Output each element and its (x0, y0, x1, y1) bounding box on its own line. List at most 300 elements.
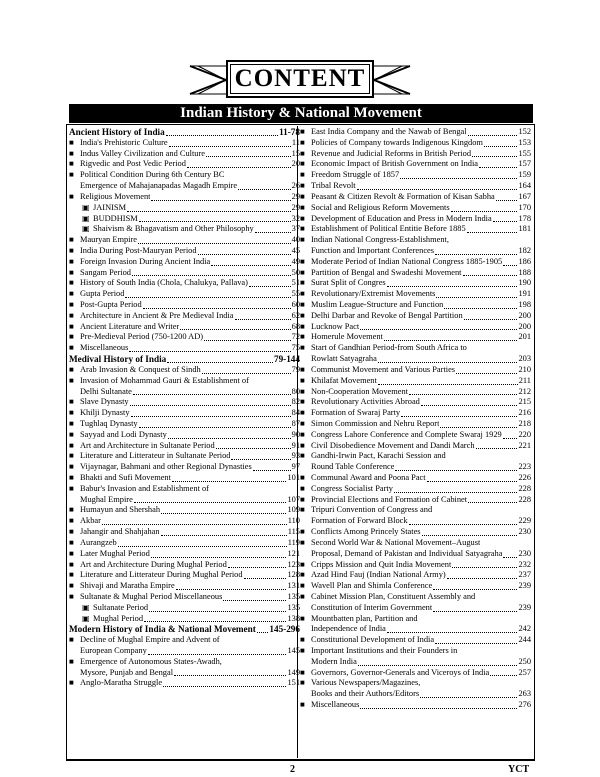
bullet-square-icon: ■ (69, 570, 74, 580)
toc-page-number: 11 (291, 137, 300, 147)
toc-entry (300, 332, 531, 343)
dot-leader (503, 265, 517, 266)
bullet-square-icon: ■ (300, 148, 305, 158)
toc-page-number: 107 (287, 494, 300, 504)
toc-entry-title: Sangam Period (80, 267, 131, 277)
toc-page-number: 40 (291, 235, 300, 245)
bullet-square-icon: ■ (300, 700, 305, 710)
toc-entry-title: Proposal, Demand of Pakistan and Individual Satyagraha (311, 548, 503, 558)
toc-page-number: 239 (518, 581, 531, 591)
toc-page-number: 218 (518, 418, 531, 428)
toc-entry (69, 451, 300, 462)
toc-entry (69, 376, 300, 387)
toc-page-number: 15 (291, 148, 300, 158)
toc-entry-title: Function and Important Conferences (311, 245, 435, 255)
toc-entry-title: Delhi Darbar and Revoke of Bengal Partition (311, 310, 463, 320)
toc-page-number: 250 (518, 656, 531, 666)
toc-entry (69, 397, 300, 408)
dot-leader (253, 470, 291, 471)
bullet-square-icon: ■ (300, 364, 305, 374)
toc-entry (300, 354, 531, 365)
bullet-square-icon: ■ (69, 678, 74, 688)
dot-leader (409, 524, 518, 525)
bullet-square-icon: ■ (69, 289, 74, 299)
toc-entry (69, 678, 300, 689)
toc-entry (69, 495, 300, 506)
toc-entry-title: Akbar (80, 516, 101, 526)
toc-section-heading (69, 354, 300, 365)
toc-entry-title: Shaivism & Bhagavatism and Other Philosophy (93, 224, 254, 234)
dot-leader (395, 470, 517, 471)
toc-entry-title: Communal Award and Poona Pact (311, 473, 426, 482)
bullet-square-icon: ■ (69, 473, 74, 482)
toc-entry (300, 322, 531, 333)
dot-leader (467, 232, 518, 233)
toc-entry-title: Delhi Sultanate (80, 386, 132, 396)
dot-leader (444, 308, 517, 309)
dot-leader (134, 502, 287, 503)
toc-entry (69, 300, 300, 311)
toc-entry-title: Aurangzeb (80, 537, 117, 547)
toc-page-number: 155 (518, 148, 531, 158)
page-title: CONTENT (226, 60, 374, 98)
bullet-square-icon: ■ (69, 440, 74, 450)
toc-page-number: 90 (291, 429, 300, 439)
toc-entry-title: Art and Architecture During Mughal Period (80, 559, 227, 569)
toc-page-number: 167 (518, 191, 531, 201)
toc-entry (69, 527, 300, 538)
bullet-square-icon: ■ (300, 386, 305, 396)
dot-leader (249, 286, 291, 287)
dot-leader (409, 394, 517, 395)
toc-entry (69, 203, 300, 214)
toc-entry-title: Revolutionary/Extremist Movements (311, 289, 436, 299)
toc-entry-title: Art and Architecture in Sultanate Period (80, 440, 215, 450)
toc-entry-title: Pre-Medieval Period (750-1200 AD) (80, 332, 204, 342)
bullet-square-icon: ■ (69, 235, 74, 245)
bullet-square-icon: ■ (69, 451, 74, 461)
dot-leader (427, 481, 518, 482)
toc-page-number: 62 (291, 310, 300, 320)
toc-entry-title: Start of Gandhian Period-from South Africa to (311, 343, 467, 353)
dot-leader (384, 340, 518, 341)
toc-page-number: 186 (518, 256, 531, 266)
toc-entry (300, 192, 531, 203)
dot-leader (130, 405, 291, 406)
toc-entry-title: Cripps Mission and Quit India Movement (311, 559, 452, 569)
toc-entry-title: Constitution of Interim Government (311, 602, 433, 612)
toc-entry-title: Ancient History of India (69, 127, 165, 137)
toc-entry (69, 311, 300, 322)
toc-entry-title: Revolutionary Activities Abroad (311, 397, 420, 407)
toc-entry (69, 549, 300, 560)
toc-page-number: 60 (291, 300, 300, 309)
dot-leader (421, 405, 518, 406)
toc-page-number: 91 (291, 440, 300, 450)
toc-entry-title: JAINISM (93, 202, 127, 212)
bullet-square-icon: ■ (69, 267, 74, 277)
bullet-square-icon: ■ (69, 300, 74, 309)
toc-entry-title: Emergence of Autonomous States-Awadh, (80, 656, 222, 666)
toc-entry-title: Social and Religious Reform Movements (311, 202, 450, 212)
toc-entry-title: Foreign Invasion During Ancient India (80, 256, 211, 266)
toc-entry-title: Slave Dynasty (80, 397, 129, 407)
toc-entry (69, 484, 300, 495)
dot-leader (503, 438, 518, 439)
toc-entry (300, 451, 531, 462)
toc-page-number: 178 (518, 213, 531, 223)
toc-entry (300, 538, 531, 549)
toc-entry-title: Modern History of India & National Movement (69, 624, 256, 635)
toc-page-number: 119 (287, 537, 300, 547)
toc-page-number: 82 (291, 397, 300, 407)
bullet-square-icon: ■ (69, 418, 74, 428)
dot-leader (148, 654, 287, 655)
bullet-square-icon: ■ (69, 375, 74, 385)
toc-page-number: 123 (287, 559, 300, 569)
dot-leader (468, 502, 517, 503)
bullet-square-icon: ■ (300, 213, 305, 223)
toc-entry (300, 419, 531, 430)
toc-entry-title: Second World War & National Movement–August (311, 537, 481, 547)
toc-entry-title: Formation of Forward Block (311, 516, 408, 526)
toc-entry-title: Religious Movement (80, 191, 151, 201)
dot-leader (452, 567, 517, 568)
toc-page-number: 200 (518, 321, 531, 331)
toc-entry (69, 614, 300, 625)
bullet-square-icon: ■ (69, 429, 74, 439)
toc-page-number: 131 (287, 581, 300, 591)
toc-entry (69, 159, 300, 170)
toc-entry (300, 581, 531, 592)
toc-page-number: 29 (291, 202, 300, 212)
bullet-square-icon: ■ (69, 516, 74, 526)
bullet-square-icon: ■ (300, 181, 305, 191)
toc-entry-title: Babur's Invasion and Establishment of (80, 483, 209, 493)
toc-entry-title: Decline of Mughal Empire and Advent of (80, 635, 220, 645)
toc-page-number: 257 (518, 667, 531, 677)
toc-page-number: 229 (518, 516, 531, 526)
bullet-square-icon: ■ (300, 375, 305, 385)
toc-entry-title: Partition of Bengal and Swadeshi Movement (311, 267, 462, 277)
toc-entry-title: Khilafat Movement (311, 375, 377, 385)
toc-entry-title: Homerule Movement (311, 332, 383, 342)
dot-leader (231, 459, 290, 460)
toc-page-number: 232 (518, 559, 531, 569)
toc-entry-title: Non-Cooperation Movement (311, 386, 408, 396)
toc-page-number: 110 (287, 516, 300, 526)
toc-page-number: 215 (518, 397, 531, 407)
toc-entry (69, 419, 300, 430)
toc-entry (300, 657, 531, 668)
toc-entry-title: Cabinet Mission Plan, Constituent Assembly and (311, 591, 476, 601)
toc-entry-title: Simon Commission and Nehru Report (311, 418, 440, 428)
bullet-square-icon: ■ (69, 256, 74, 266)
dot-leader (174, 675, 286, 676)
toc-entry (300, 473, 531, 484)
toc-page-number: 230 (518, 527, 531, 537)
dot-leader (131, 416, 291, 417)
toc-entry-title: Communist Movement and Various Parties (311, 364, 456, 374)
dot-leader (138, 243, 291, 244)
bullet-square-icon: ■ (300, 224, 305, 234)
dot-leader (211, 265, 290, 266)
toc-entry (69, 646, 300, 657)
toc-entry (69, 138, 300, 149)
dot-leader (435, 643, 517, 644)
toc-entry-title: Civil Disobedience Movement and Dandi March (311, 440, 475, 450)
toc-page-number: 68 (291, 321, 300, 331)
dot-leader (161, 513, 286, 514)
toc-page-number: 145-296 (269, 624, 300, 635)
dot-leader (169, 146, 291, 147)
toc-entry (69, 668, 300, 679)
toc-entry (69, 592, 300, 603)
toc-entry-title: Vijaynagar, Bahmani and other Regional Dynasties (80, 462, 252, 472)
dot-leader (433, 589, 517, 590)
bullet-square-icon: ■ (69, 278, 74, 288)
dot-leader (451, 211, 518, 212)
bullet-square-icon: ■ (69, 483, 74, 493)
bullet-hollow-square-icon: ▣ (82, 613, 90, 623)
toc-page-number: 230 (518, 548, 531, 558)
toc-page-number: 97 (291, 462, 300, 472)
bullet-square-icon: ■ (300, 473, 305, 482)
toc-entry-title: Political Condition During 6th Century BC (80, 170, 225, 180)
toc-entry-title: Wavell Plan and Shimla Conference (311, 581, 433, 591)
toc-entry-title: Development of Education and Press in Modern India (311, 213, 492, 223)
toc-page-number: 198 (518, 300, 531, 309)
bullet-square-icon: ■ (69, 656, 74, 666)
toc-page-number: 244 (518, 635, 531, 645)
toc-entry-title: Provincial Elections and Formation of Cabinet (311, 494, 468, 504)
toc-page-number: 11-78 (279, 127, 300, 137)
toc-entry-title: Rowlatt Satyagraha (311, 354, 377, 364)
bullet-square-icon: ■ (69, 527, 74, 537)
toc-entry (300, 149, 531, 160)
toc-page-number: 239 (518, 602, 531, 612)
toc-page-number: 115 (287, 527, 300, 537)
toc-page-number: 37 (291, 224, 300, 234)
toc-entry-title: Jahangir and Shahjahan (80, 527, 160, 537)
bullet-square-icon: ■ (300, 429, 305, 439)
toc-page-number: 216 (518, 408, 531, 418)
dot-leader (490, 675, 517, 676)
toc-entry (300, 224, 531, 235)
bullet-square-icon: ■ (69, 548, 74, 558)
bullet-square-icon: ■ (300, 494, 305, 504)
toc-entry (300, 203, 531, 214)
toc-page-number: 276 (518, 700, 531, 710)
bullet-square-icon: ■ (300, 300, 305, 309)
toc-entry-title: Arab Invasion & Conquest of Sindh (80, 364, 201, 374)
dot-leader (133, 394, 291, 395)
dot-leader (223, 600, 286, 601)
bullet-square-icon: ■ (300, 613, 305, 623)
toc-entry-title: Mauryan Empire (80, 235, 137, 245)
toc-entry (69, 332, 300, 343)
toc-page-number: 164 (518, 181, 531, 191)
toc-page-number: 49 (291, 256, 300, 266)
dot-leader (257, 632, 269, 633)
bullet-square-icon: ■ (300, 646, 305, 655)
toc-entry (69, 657, 300, 668)
dot-leader (503, 557, 517, 558)
toc-entry (300, 278, 531, 289)
toc-entry (300, 700, 531, 711)
toc-page-number: 101 (287, 473, 300, 482)
bullet-square-icon: ■ (300, 191, 305, 201)
toc-entry (300, 430, 531, 441)
toc-entry (69, 635, 300, 646)
toc-entry-title: Economic Impact of British Government on India (311, 159, 478, 169)
toc-page-number: 45 (291, 245, 300, 255)
toc-page-number: 200 (518, 310, 531, 320)
toc-entry (300, 214, 531, 225)
toc-entry (300, 365, 531, 376)
dot-leader (472, 156, 517, 157)
toc-page-number: 135 (287, 602, 300, 612)
toc-entry (69, 570, 300, 581)
toc-entry (300, 127, 531, 138)
toc-entry-title: Establishment of Political Entitie Before 1885 (311, 224, 466, 234)
bullet-hollow-square-icon: ▣ (82, 602, 90, 612)
bullet-square-icon: ■ (300, 527, 305, 537)
dot-leader (360, 329, 517, 330)
toc-entry-title: Mountbatten plan, Partition and (311, 613, 418, 623)
toc-entry-title: Sultanate Period (93, 602, 149, 612)
toc-entry-title: Emergence of Mahajanapadas Magadh Empire (80, 181, 238, 191)
toc-entry-title: Literature and Litterateur in Sultanate Period (80, 451, 231, 461)
dot-leader (151, 200, 290, 201)
dot-leader (468, 135, 518, 136)
toc-entry (69, 365, 300, 376)
toc-entry-title: Governors, Governor-Generals and Viceroys of India (311, 667, 490, 677)
toc-entry-title: European Company (80, 646, 147, 655)
toc-entry (300, 246, 531, 257)
toc-entry (69, 268, 300, 279)
dot-leader (204, 340, 291, 341)
dot-leader (464, 319, 518, 320)
dot-leader (216, 448, 291, 449)
toc-entry-title: Later Mughal Period (80, 548, 150, 558)
toc-entry-title: Congress Lahore Conference and Complete Swaraj 1929 (311, 429, 502, 439)
toc-entry (300, 300, 531, 311)
toc-page-number: 29 (291, 191, 300, 201)
toc-entry (300, 495, 531, 506)
toc-entry-title: Humayun and Shershah (80, 505, 161, 515)
toc-page-number: 75 (291, 343, 300, 353)
bullet-square-icon: ■ (300, 581, 305, 591)
bullet-square-icon: ■ (300, 235, 305, 245)
toc-entry (69, 603, 300, 614)
toc-page-number: 128 (287, 570, 300, 580)
toc-entry (69, 516, 300, 527)
publisher-mark: YCT (508, 764, 530, 775)
toc-entry-title: Khilji Dynasty (80, 408, 130, 418)
toc-entry (300, 462, 531, 473)
toc-page-number: 182 (518, 245, 531, 255)
toc-entry (300, 668, 531, 679)
toc-entry (300, 408, 531, 419)
dot-leader (206, 156, 291, 157)
bullet-square-icon: ■ (300, 289, 305, 299)
toc-page-number: 79-144 (273, 354, 300, 365)
dot-leader (476, 448, 518, 449)
bullet-square-icon: ■ (69, 462, 74, 472)
dot-leader (118, 546, 287, 547)
toc-entry (300, 376, 531, 387)
toc-page-number: 153 (518, 137, 531, 147)
dot-leader (422, 535, 518, 536)
toc-page-number: 79 (291, 364, 300, 374)
toc-entry (69, 224, 300, 235)
bullet-square-icon: ■ (300, 483, 305, 493)
toc-entry (300, 170, 531, 181)
toc-page-number: 157 (518, 159, 531, 169)
toc-page-number: 151 (287, 678, 300, 688)
dot-leader (132, 275, 291, 276)
section-title: Indian History & National Movement (69, 104, 533, 123)
bullet-square-icon: ■ (69, 170, 74, 180)
toc-entry (69, 581, 300, 592)
toc-entry (300, 311, 531, 322)
dot-leader (401, 416, 517, 417)
bullet-square-icon: ■ (300, 667, 305, 677)
bullet-square-icon: ■ (300, 408, 305, 418)
dot-leader (202, 373, 291, 374)
bullet-square-icon: ■ (300, 343, 305, 353)
toc-entry-title: Constitutional Development of India (311, 635, 435, 645)
toc-entry-title: Invasion of Mohammad Gauri & Establishment of (80, 375, 249, 385)
toc-page-number: 55 (291, 289, 300, 299)
bullet-square-icon: ■ (69, 364, 74, 374)
bullet-square-icon: ■ (300, 321, 305, 331)
toc-page-number: 80 (291, 386, 300, 396)
toc-entry-title: Tughlaq Dynasty (80, 418, 138, 428)
toc-page-number: 87 (291, 418, 300, 428)
toc-page-number: 93 (291, 451, 300, 461)
dot-leader (176, 589, 287, 590)
toc-entry (300, 549, 531, 560)
bullet-square-icon: ■ (69, 191, 74, 201)
toc-entry (69, 441, 300, 452)
toc-entry-title: Tripuri Convention of Congress and (311, 505, 433, 515)
toc-page-number: 212 (518, 386, 531, 396)
toc-entry-title: Miscellaneous (311, 700, 360, 710)
toc-entry-title: Gupta Period (80, 289, 125, 299)
dot-leader (149, 611, 286, 612)
dot-leader (255, 232, 291, 233)
toc-entry (69, 430, 300, 441)
toc-entry-title: Independence of India (311, 624, 386, 634)
dot-leader (436, 297, 517, 298)
toc-entry-title: Sayyad and Lodi Dynasty (80, 429, 167, 439)
bullet-square-icon: ■ (69, 397, 74, 407)
toc-entry-title: Bhakti and Sufi Movement (80, 473, 171, 482)
toc-entry (69, 343, 300, 354)
toc-entry (300, 159, 531, 170)
toc-entry (300, 441, 531, 452)
dot-leader (167, 362, 273, 363)
dot-leader (244, 578, 287, 579)
toc-entry-title: Formation of Swaraj Party (311, 408, 401, 418)
toc-entry (69, 322, 300, 333)
dot-leader (456, 373, 517, 374)
dot-leader (447, 578, 518, 579)
bullet-hollow-square-icon: ▣ (82, 224, 90, 234)
toc-entry-title: Books and their Authors/Editors (311, 689, 420, 699)
